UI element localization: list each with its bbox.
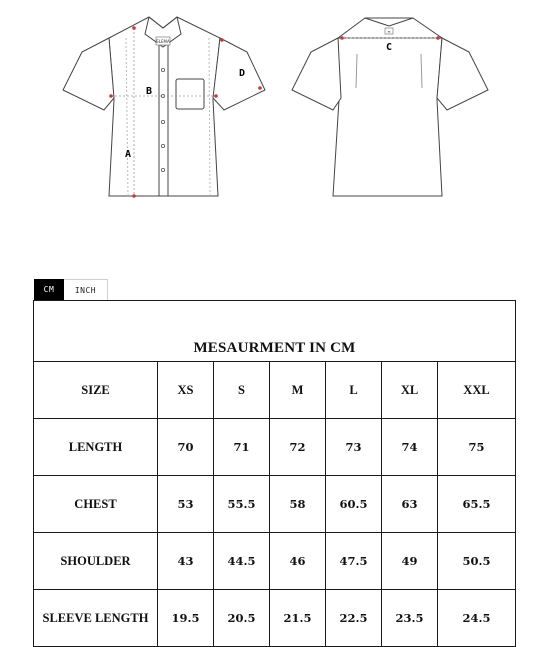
cell-value: 58	[270, 476, 326, 533]
cell-value: 71	[214, 419, 270, 476]
cell-value: 53	[158, 476, 214, 533]
cell-value: 75	[438, 419, 516, 476]
row-label: LENGTH	[34, 419, 158, 476]
size-l: L	[326, 362, 382, 419]
shirt-measurement-diagram	[0, 0, 540, 260]
row-label: CHEST	[34, 476, 158, 533]
size-xl: XL	[382, 362, 438, 419]
cell-value: 44.5	[214, 533, 270, 590]
front-tag-text: ELEMA	[156, 39, 170, 44]
cell-value: 63	[382, 476, 438, 533]
label-a: A	[125, 149, 132, 160]
shirt-diagram-svg	[0, 0, 540, 260]
tab-inch[interactable]: INCH	[64, 279, 108, 300]
cell-value: 24.5	[438, 590, 516, 647]
cell-value: 22.5	[326, 590, 382, 647]
table-row-length	[34, 419, 516, 476]
cell-value: 65.5	[438, 476, 516, 533]
size-header-row	[34, 362, 516, 419]
cell-value: 50.5	[438, 533, 516, 590]
cell-value: 23.5	[382, 590, 438, 647]
tab-cm[interactable]: CM	[34, 279, 64, 300]
size-header-label: SIZE	[34, 362, 158, 419]
cell-value: 74	[382, 419, 438, 476]
label-b: B	[146, 86, 153, 97]
cell-value: 55.5	[214, 476, 270, 533]
label-d: D	[239, 68, 246, 79]
cell-value: 19.5	[158, 590, 214, 647]
table-title: MESAURMENT IN CM	[34, 301, 516, 362]
size-xs: XS	[158, 362, 214, 419]
size-xxl: XXL	[438, 362, 516, 419]
unit-tabs	[34, 279, 108, 300]
cell-value: 60.5	[326, 476, 382, 533]
cell-value: 49	[382, 533, 438, 590]
row-label: SLEEVE LENGTH	[34, 590, 158, 647]
cell-value: 20.5	[214, 590, 270, 647]
cell-value: 43	[158, 533, 214, 590]
row-label: SHOULDER	[34, 533, 158, 590]
label-c: C	[386, 42, 393, 53]
size-chart-table	[33, 300, 516, 647]
back-tag-text: ≡	[387, 29, 391, 34]
table-row-sleeve-length	[34, 590, 516, 647]
size-m: M	[270, 362, 326, 419]
cell-value: 47.5	[326, 533, 382, 590]
table-row-shoulder	[34, 533, 516, 590]
size-s: S	[214, 362, 270, 419]
cell-value: 46	[270, 533, 326, 590]
table-row-chest	[34, 476, 516, 533]
cell-value: 73	[326, 419, 382, 476]
cell-value: 21.5	[270, 590, 326, 647]
cell-value: 70	[158, 419, 214, 476]
cell-value: 72	[270, 419, 326, 476]
